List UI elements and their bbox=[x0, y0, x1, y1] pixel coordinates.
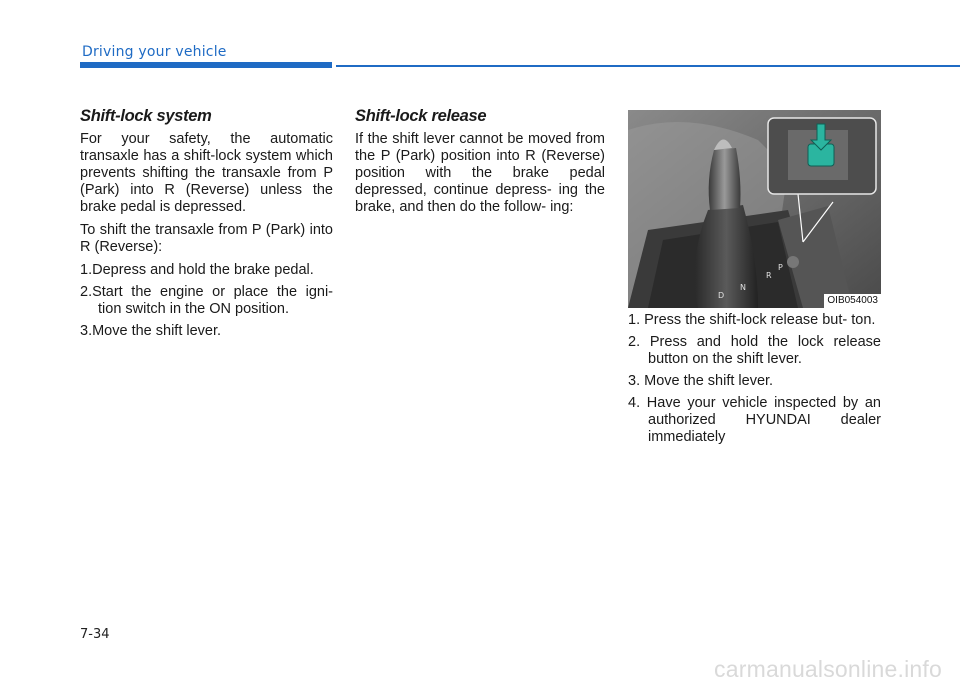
shift-lock-intro: For your safety, the automatic transaxle has a shift-lock system which prevents shifting the transaxle from P (Park) into R (Reverse) unless the brake pedal is depressed. bbox=[80, 131, 333, 215]
list-item: 2. Press and hold the lock release button on the shift lever. bbox=[628, 334, 881, 367]
list-item: 4. Have your vehicle inspected by an authorized HYUNDAI dealer immediately bbox=[628, 395, 881, 445]
page-number: 7-34 bbox=[80, 627, 110, 642]
shift-lock-lead: To shift the transaxle from P (Park) into R (Reverse): bbox=[80, 222, 333, 255]
gear-letter: D bbox=[718, 291, 725, 300]
gear-letter: N bbox=[740, 283, 746, 292]
shift-lock-release-intro: If the shift lever cannot be moved from the P (Park) position into R (Reverse) position with the brake pedal depressed, continue depress- ing the brake, and then do the follow- ing: bbox=[355, 131, 605, 215]
list-item: 1. Press the shift-lock release but- ton. bbox=[628, 312, 876, 328]
figure-code: OIB054003 bbox=[824, 294, 881, 308]
list-item: 3.Move the shift lever. bbox=[80, 323, 222, 339]
shift-lever-illustration bbox=[628, 110, 881, 308]
list-item: 3. Move the shift lever. bbox=[628, 373, 774, 389]
list-item: 2.Start the engine or place the igni- tion switch in the ON position. bbox=[80, 284, 333, 317]
list-item: 1.Depress and hold the brake pedal. bbox=[80, 262, 314, 278]
shift-lever-drawing bbox=[628, 110, 881, 308]
release-steps bbox=[628, 312, 881, 446]
gear-letter: R bbox=[766, 271, 772, 280]
watermark: carmanualsonline.info bbox=[714, 656, 942, 682]
shift-lock-release-heading: Shift-lock release bbox=[355, 107, 487, 125]
shift-lock-system-column bbox=[80, 108, 333, 345]
section-header-title: Driving your vehicle bbox=[82, 44, 227, 60]
release-steps-column bbox=[628, 312, 881, 451]
gear-letter: P bbox=[778, 263, 783, 272]
header-rule-thin bbox=[336, 65, 960, 67]
shift-lock-release-column bbox=[355, 108, 605, 222]
header-rule-thick bbox=[80, 62, 332, 68]
shift-lock-system-heading: Shift-lock system bbox=[80, 107, 212, 125]
shift-lock-steps bbox=[80, 262, 333, 340]
